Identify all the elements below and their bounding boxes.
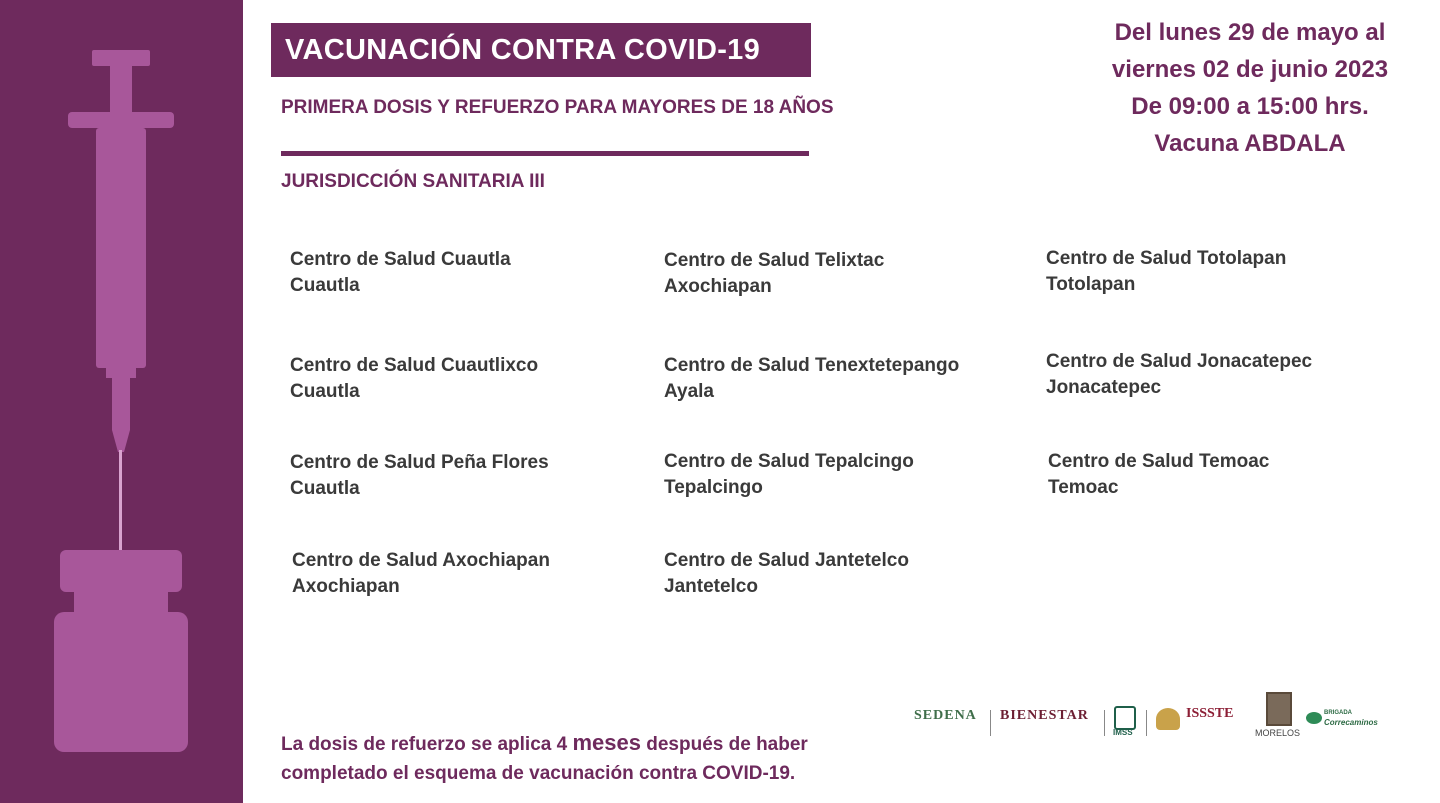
note-emphasis: meses	[572, 730, 641, 755]
center-name: Centro de Salud Telixtac	[664, 250, 885, 271]
center-item	[292, 548, 550, 600]
page-title: VACUNACIÓN CONTRA COVID-19	[271, 23, 811, 77]
center-municipality: Jantetelco	[664, 576, 758, 597]
schedule-line: Del lunes 29 de mayo al	[1114, 19, 1386, 46]
booster-note	[281, 728, 808, 788]
issste-emblem-icon	[1156, 708, 1180, 730]
center-item	[290, 450, 549, 502]
center-name: Centro de Salud Cuautlixco	[290, 355, 539, 376]
center-municipality: Cuautla	[290, 381, 360, 402]
center-municipality: Ayala	[664, 381, 714, 402]
vaccine-name: Vacuna ABDALA	[1154, 130, 1346, 157]
center-name: Centro de Salud Jonacatepec	[1046, 351, 1313, 372]
center-item	[664, 548, 909, 600]
center-name: Centro de Salud Tepalcingo	[664, 451, 914, 472]
subtitle: PRIMERA DOSIS Y REFUERZO PARA MAYORES DE 18 AÑOS	[281, 97, 834, 118]
center-item	[1048, 449, 1269, 501]
sedena-logo: SEDENA	[914, 708, 977, 723]
center-municipality: Tepalcingo	[664, 477, 763, 498]
center-municipality: Jonacatepec	[1046, 377, 1162, 398]
divider	[281, 151, 809, 156]
issste-logo: ISSSTE	[1186, 706, 1234, 721]
syringe-vial-illustration	[0, 0, 243, 803]
morelos-shield-icon	[1266, 692, 1292, 726]
brigada-label: BRIGADA	[1324, 710, 1352, 716]
logo-divider	[1104, 710, 1105, 736]
center-item	[664, 353, 959, 405]
brigada-emblem-icon	[1306, 712, 1322, 724]
center-municipality: Axochiapan	[664, 276, 772, 297]
schedule-line: De 09:00 a 15:00 hrs.	[1131, 93, 1369, 120]
center-municipality: Cuautla	[290, 275, 360, 296]
center-municipality: Cuautla	[290, 478, 360, 499]
center-item	[1046, 246, 1286, 298]
note-text: completado el esquema de vacunación contra COVID-19.	[281, 763, 796, 784]
bienestar-logo: BIENESTAR	[1000, 708, 1089, 723]
center-name: Centro de Salud Temoac	[1048, 451, 1270, 472]
center-municipality: Totolapan	[1046, 274, 1136, 295]
center-name: Centro de Salud Peña Flores	[290, 452, 549, 473]
imss-logo: IMSS	[1113, 728, 1133, 737]
schedule-line: viernes 02 de junio 2023	[1111, 56, 1389, 83]
center-name: Centro de Salud Jantetelco	[664, 550, 909, 571]
institution-logos	[910, 688, 1390, 748]
center-name: Centro de Salud Totolapan	[1046, 248, 1287, 269]
logo-divider	[1146, 710, 1147, 736]
imss-emblem-icon	[1114, 706, 1136, 730]
center-name: Centro de Salud Cuautla	[290, 249, 511, 270]
note-text: después de haber	[640, 734, 808, 755]
center-name: Centro de Salud Axochiapan	[292, 550, 550, 571]
center-municipality: Axochiapan	[292, 576, 400, 597]
center-item	[290, 247, 511, 299]
jurisdiction-label: JURISDICCIÓN SANITARIA III	[281, 171, 545, 192]
center-name: Centro de Salud Tenextetepango	[664, 355, 960, 376]
center-item	[290, 353, 538, 405]
sidebar-panel	[0, 0, 243, 803]
center-item	[1046, 349, 1312, 401]
center-municipality: Temoac	[1048, 477, 1119, 498]
schedule-block	[1080, 14, 1420, 162]
center-item	[664, 449, 914, 501]
center-item	[664, 248, 884, 300]
correcaminos-label: Correcaminos	[1324, 718, 1378, 727]
logo-divider	[990, 710, 991, 736]
note-text: La dosis de refuerzo se aplica 4	[281, 734, 573, 755]
morelos-logo: MORELOS	[1255, 728, 1301, 738]
